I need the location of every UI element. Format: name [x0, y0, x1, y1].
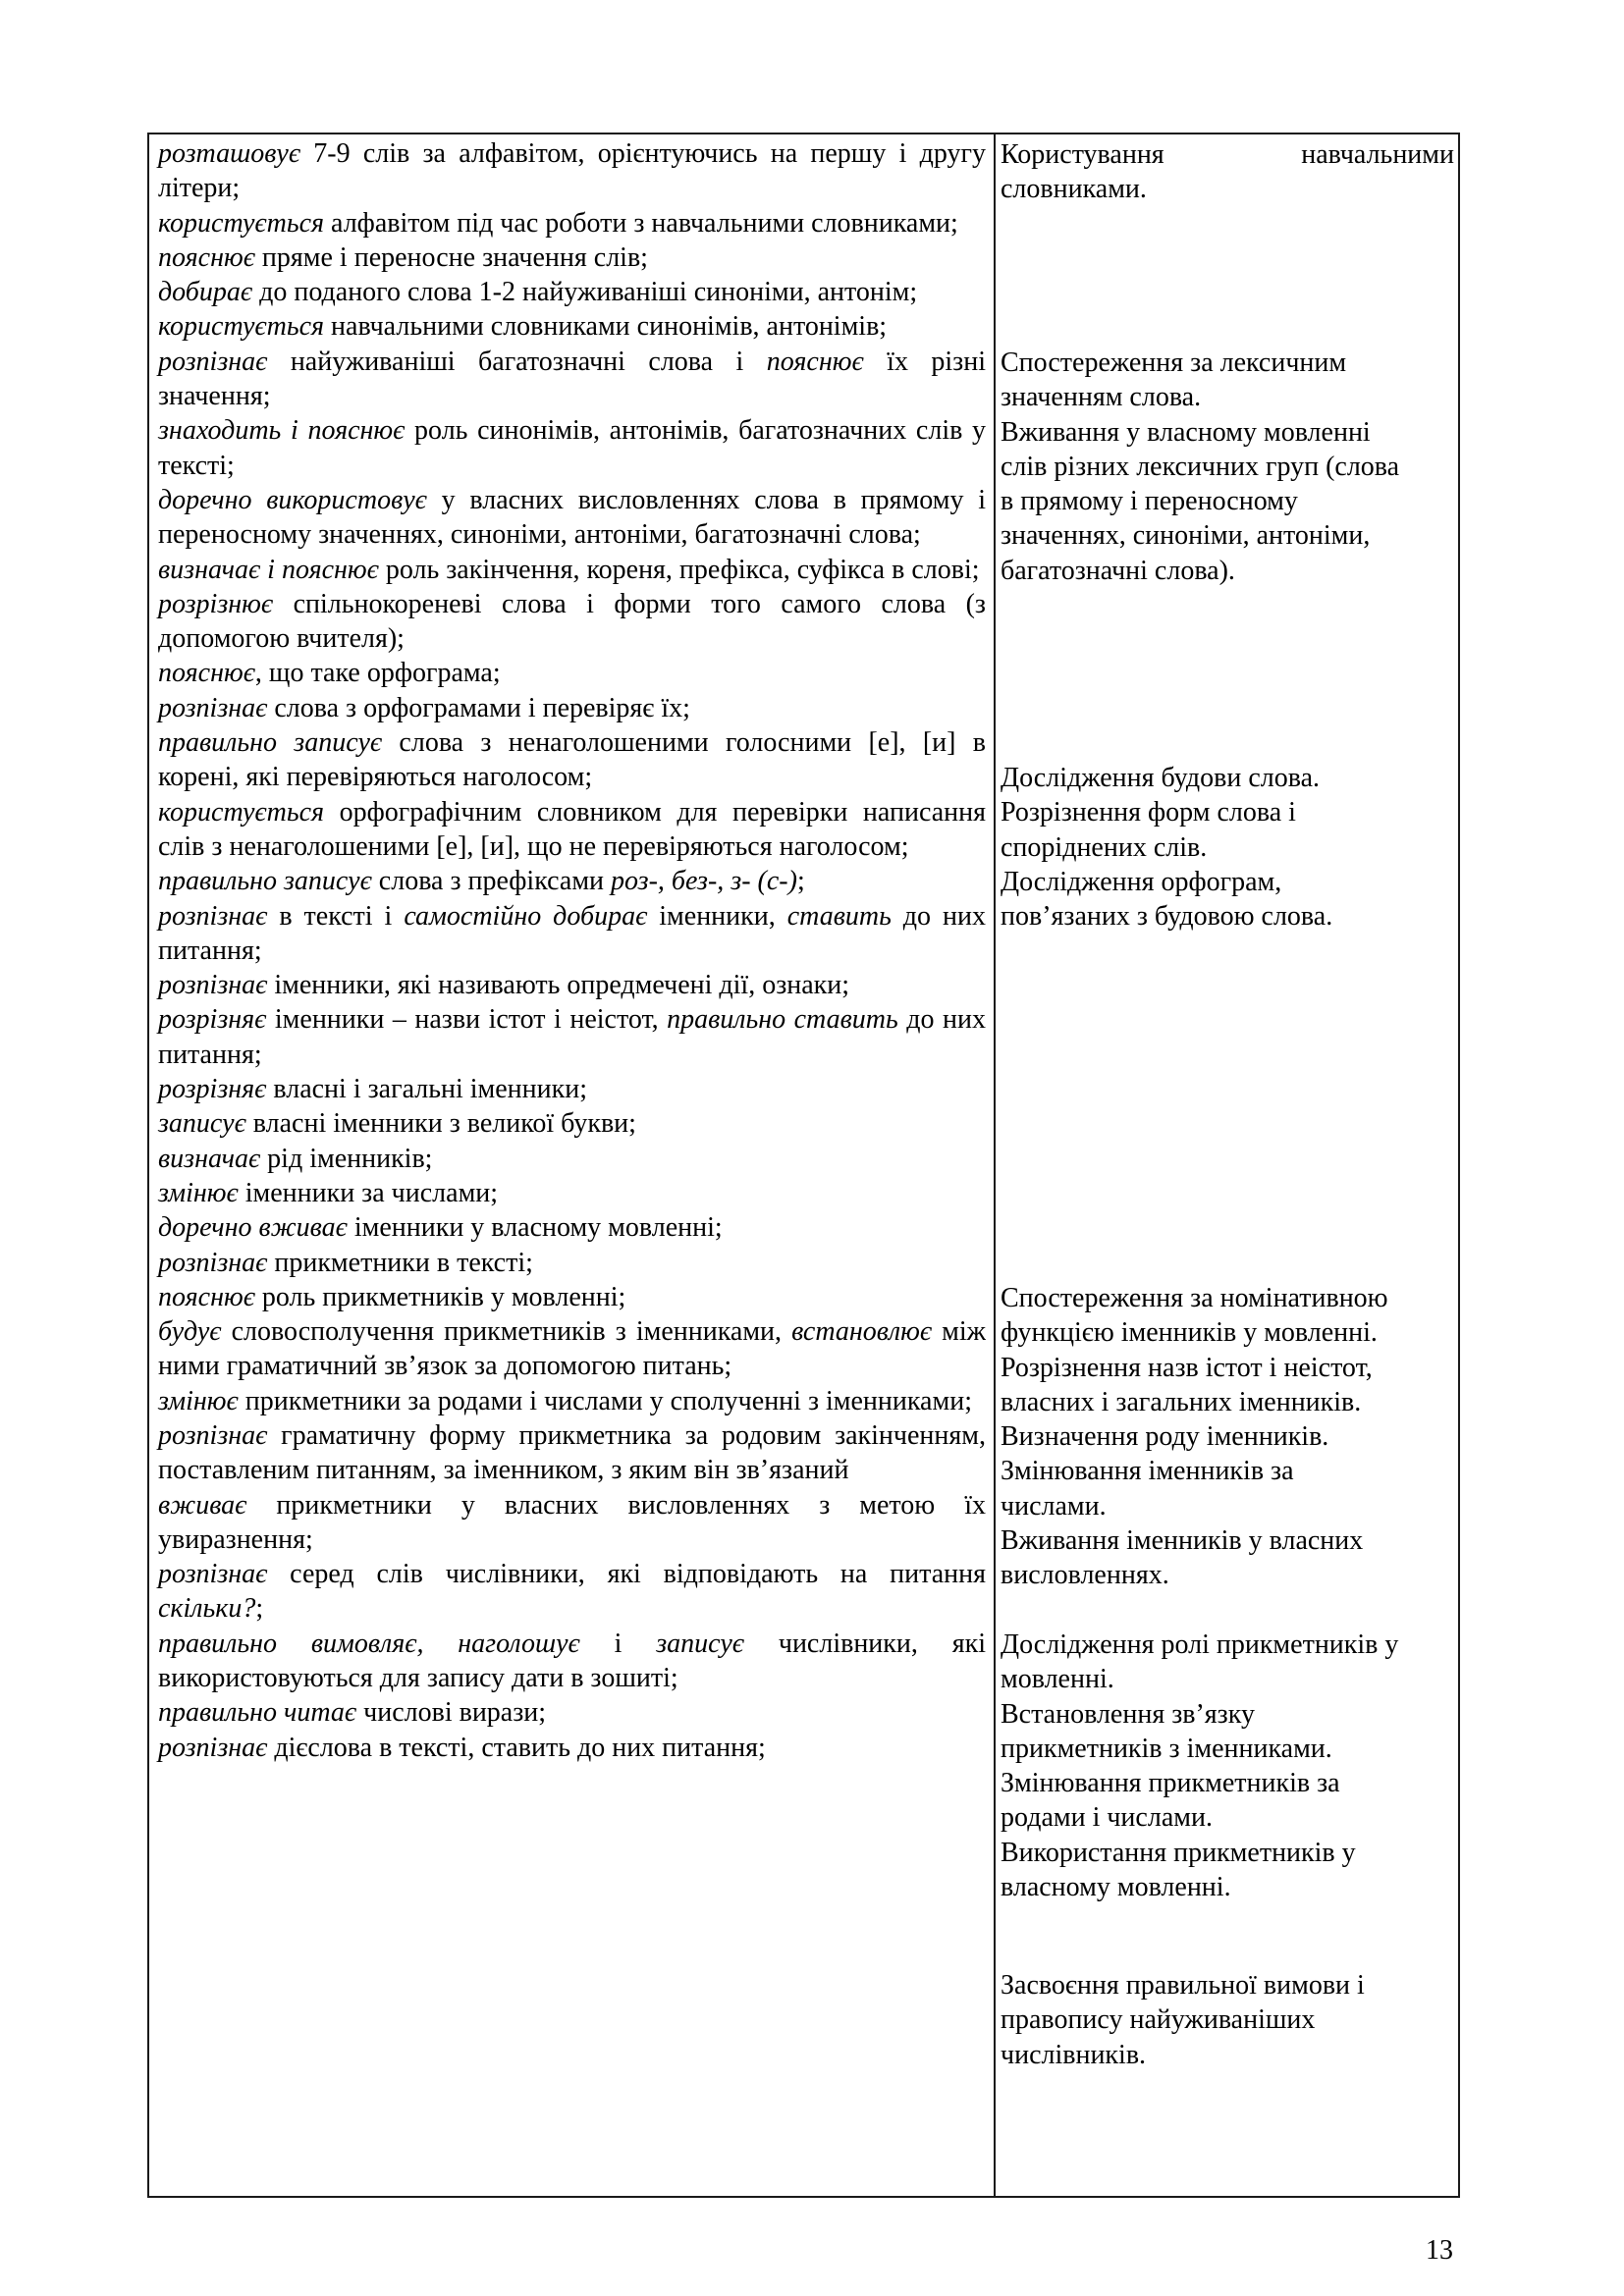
left-outcome-item: правильно вимовляє, наголошує і записує числівники, які використовуються для запису дати в зошиті; [158, 1628, 986, 1694]
right-content-block: Дослідження будови слова. Розрізнення форм слова і споріднених слів. Дослідження орфограм, пов’язаних з будовою слова. [1001, 763, 1333, 933]
left-outcome-item: розпізнає іменники, які називають опредмечені дії, ознаки; [158, 970, 850, 1001]
left-outcome-item: розрізняє іменники – назви істот і неістот, правильно ставить до них питання; [158, 1004, 986, 1070]
left-outcome-item: змінює іменники за числами; [158, 1177, 499, 1208]
left-outcome-item: користується навчальними словниками синонімів, антонімів; [158, 311, 888, 343]
left-outcome-item: правильно записує слова з префіксами роз-, без-, з- (с-); [158, 866, 805, 897]
left-outcome-item: вживає прикметники у власних висловленнях з метою їх увиразнення; [158, 1489, 986, 1555]
right-content-block: Засвоєння правильної вимови і правопису найуживаніших числівників. [1001, 1970, 1365, 2070]
left-outcome-item: пояснює пряме і переносне значення слів; [158, 241, 648, 273]
left-outcome-item: розпізнає найуживаніші багатозначні слова і пояснює їх різні значення; [158, 346, 987, 412]
page-number: 13 [1426, 2235, 1453, 2266]
left-outcome-item: розрізнює спільнокореневі слова і форми того самого слова (з допомогою вчителя); [158, 588, 986, 655]
left-outcome-item: розпізнає слова з орфограмами і перевіряє їх; [158, 692, 690, 723]
left-outcome-item: правильно записує слова з ненаголошеними голосними [е], [и] в корені, які перевіряються наголосом; [158, 727, 987, 793]
left-outcome-item: доречно використовує у власних висловленнях слова в прямому і переносному значеннях, синоніми, антоніми, багатозначні слова; [158, 484, 986, 551]
left-outcome-item: розпізнає дієслова в тексті, ставить до них питання; [158, 1732, 766, 1763]
right-content-block: Спостереження за лексичним значенням слова. Вживання у власному мовленні слів різних лексичних груп (слова в прямому і переносному значеннях, синоніми, антоніми, багатозначні слова). [1001, 347, 1400, 586]
left-outcome-item: розрізняє власні і загальні іменники; [158, 1074, 587, 1105]
left-outcome-item: доречно вживає іменники у власному мовленні; [158, 1212, 723, 1244]
left-outcome-item: користується орфографічним словником для перевірки написання слів з ненаголошеними [е], [и], що не перевіряються наголосом; [158, 796, 986, 862]
left-outcome-item: пояснює роль прикметників у мовленні; [158, 1281, 626, 1312]
left-outcome-item: змінює прикметники за родами і числами у сполученні з іменниками; [158, 1385, 972, 1416]
left-outcome-item: знаходить і пояснює роль синонімів, антонімів, багатозначних слів у тексті; [158, 415, 987, 481]
left-outcome-item: розташовує 7-9 слів за алфавітом, орієнтуючись на першу і другу літери; [158, 138, 986, 204]
right-content-block: Дослідження ролі прикметників у мовленні. Встановлення зв’язку прикметників з іменниками. Змінювання прикметників за родами і числами. Використання прикметників у власному мовленні. [1001, 1629, 1399, 1903]
left-column-outcomes [149, 134, 996, 2196]
right-content-block: Спостереження за номінативною функцією іменників у мовленні. Розрізнення назв істот і неістот, власних і загальних іменників. Визначення роду іменників. Змінювання іменників за числами. Вживання іменників у власних висловленнях. [1001, 1283, 1388, 1591]
left-outcome-item: розпізнає серед слів числівники, які відповідають на питання скільки?; [158, 1559, 986, 1625]
left-outcome-item: визначає і пояснює роль закінчення, кореня, префікса, суфікса в слові; [158, 554, 980, 585]
left-outcome-item: будує словосполучення прикметників з іменниками, встановлює між ними граматичний зв’язок за допомогою питань; [158, 1316, 987, 1382]
left-outcome-item: користується алфавітом під час роботи з навчальними словниками; [158, 207, 958, 239]
right-content-block: Користування навчальними словниками. [1001, 139, 1454, 205]
left-outcome-item: розпізнає в тексті і самостійно добирає іменники, ставить до них питання; [158, 900, 987, 966]
right-column-content [996, 134, 1458, 2196]
left-outcome-item: пояснює, що таке орфограма; [158, 658, 501, 689]
left-outcome-item: записує власні іменники з великої букви; [158, 1108, 636, 1140]
left-outcome-item: розпізнає прикметники в тексті; [158, 1247, 533, 1278]
left-outcome-item: розпізнає граматичну форму прикметника за родовим закінченням, поставленим питанням, за іменником, з яким він зв’язаний [158, 1419, 986, 1486]
left-outcome-item: добирає до поданого слова 1-2 найуживаніші синоніми, антонім; [158, 277, 918, 308]
left-outcome-item: правильно читає числові вирази; [158, 1697, 547, 1729]
curriculum-table [147, 133, 1460, 2198]
left-outcome-item: визначає рід іменників; [158, 1143, 433, 1174]
